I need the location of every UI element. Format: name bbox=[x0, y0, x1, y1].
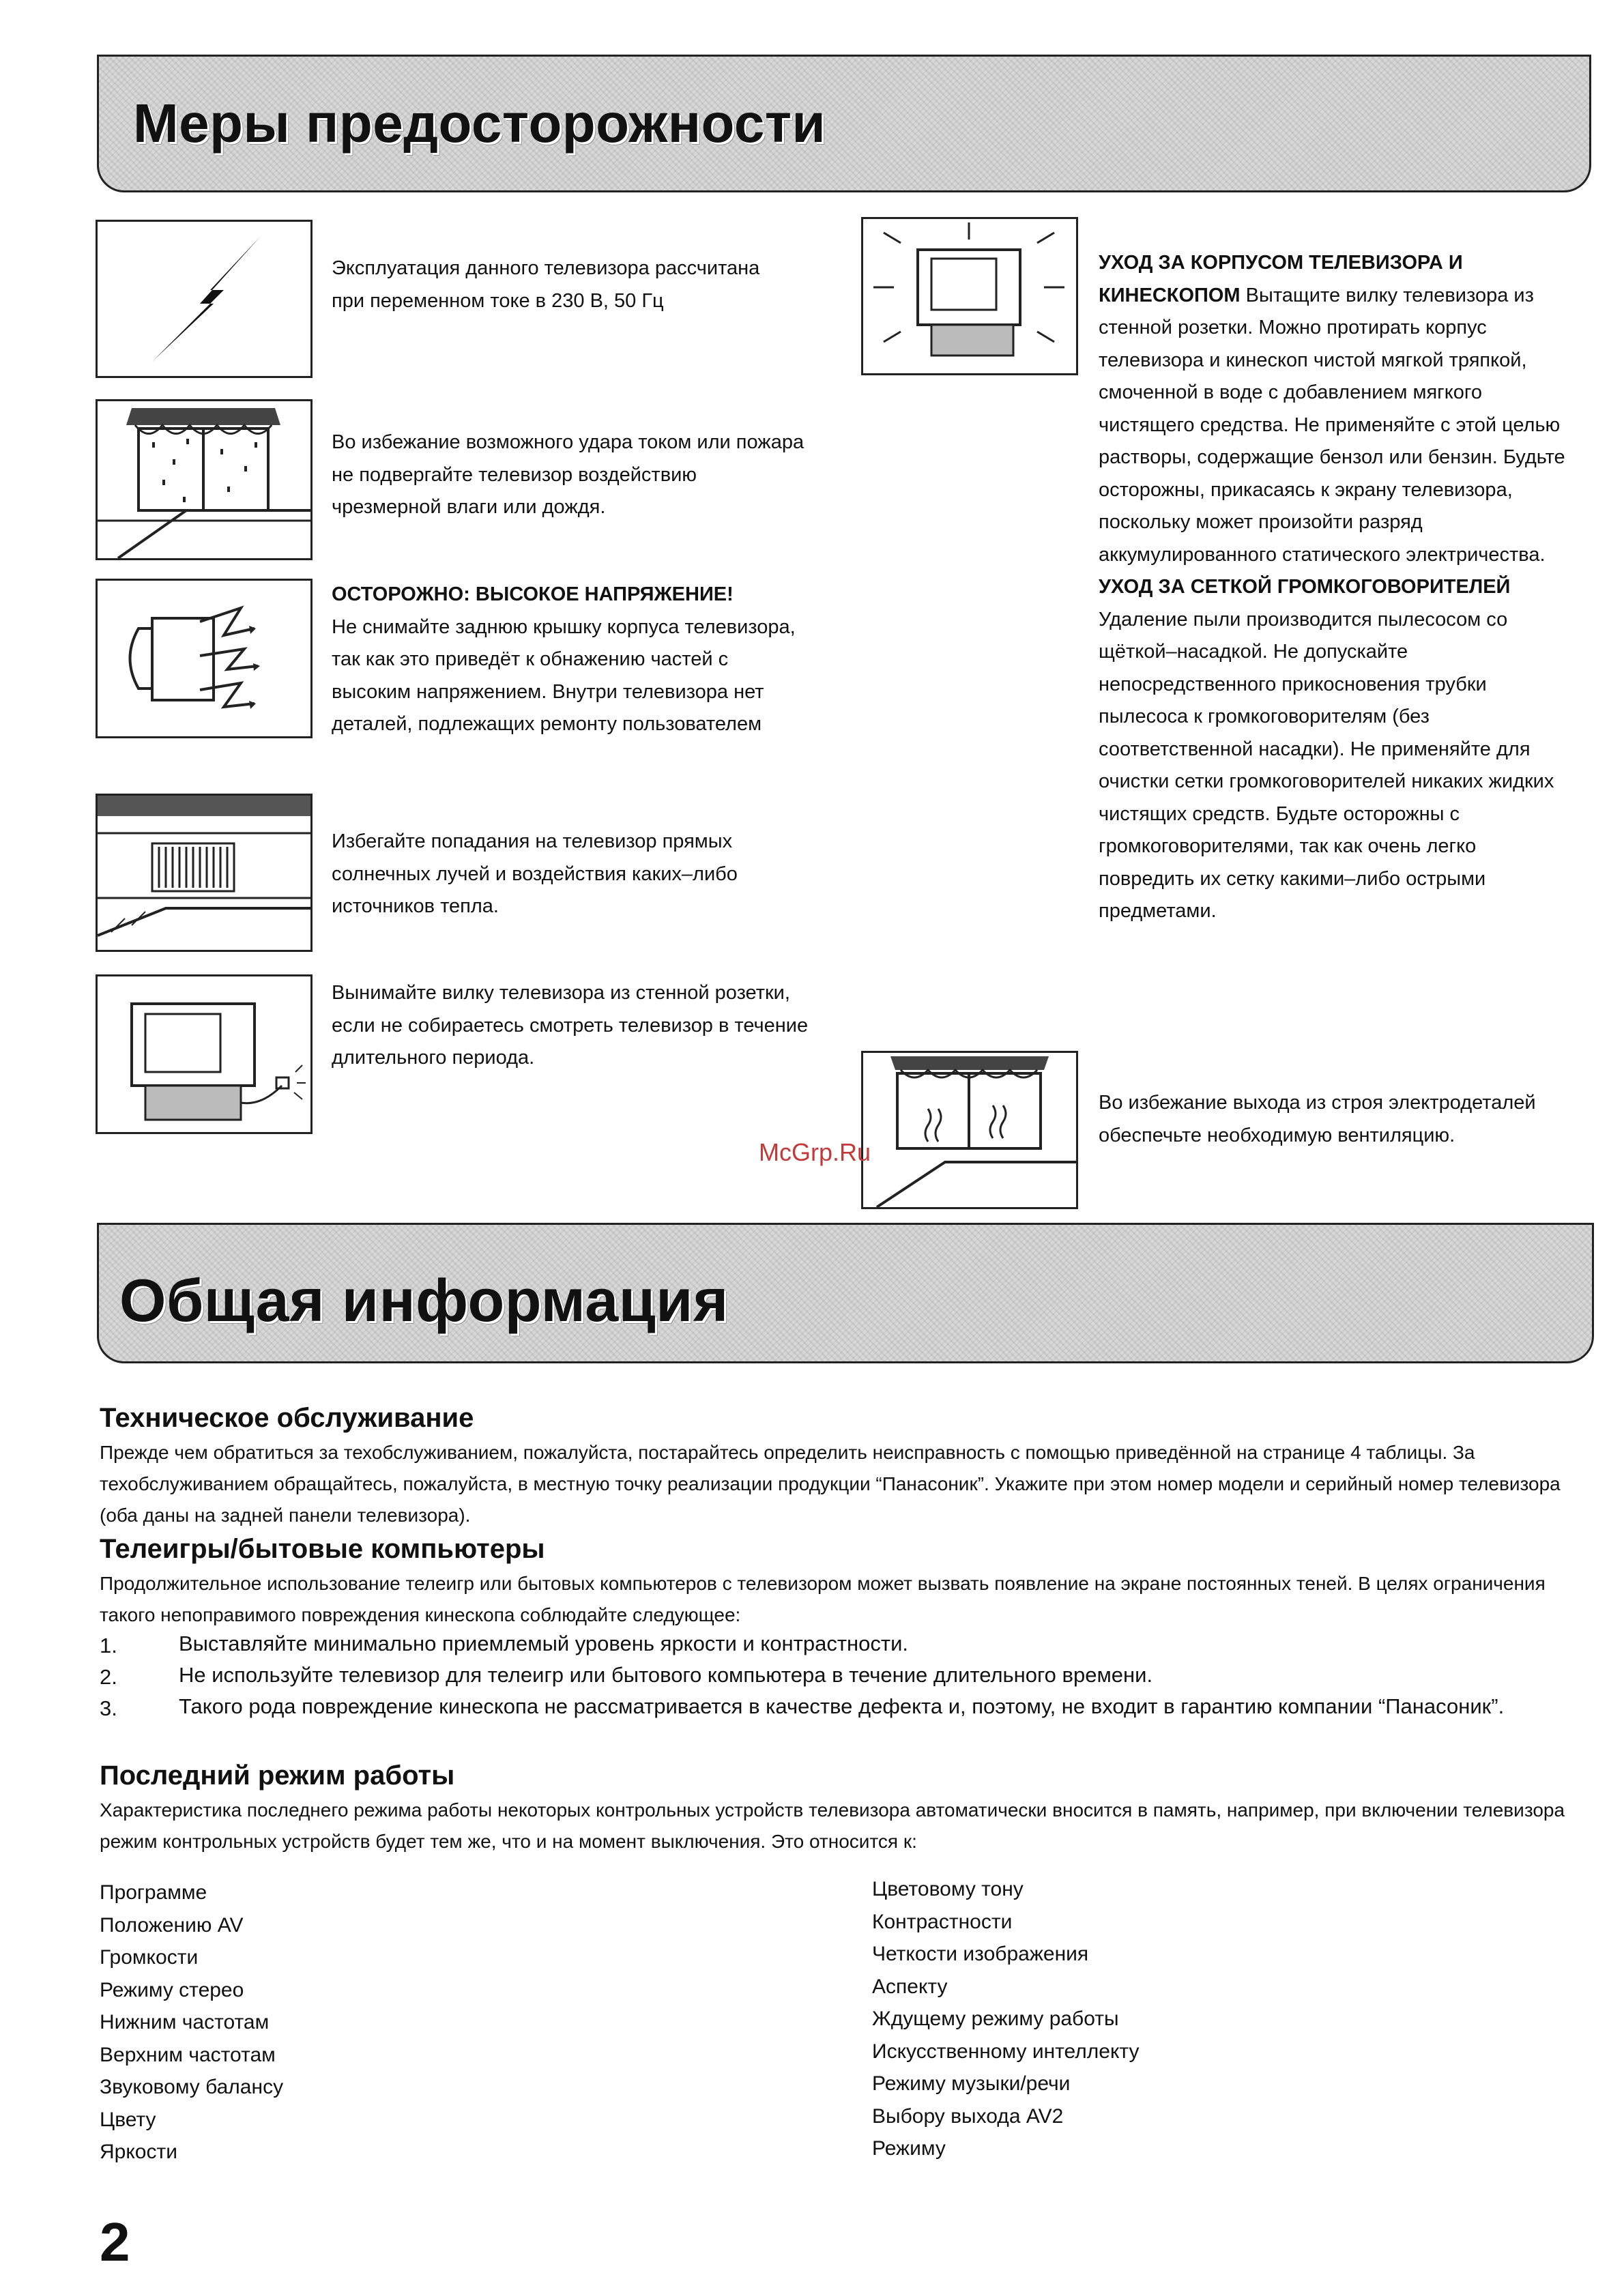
games-list-item-2: Не используйте телевизор для телеигр или бытового компьютера в течение длительного времени. bbox=[179, 1663, 1153, 1687]
watermark: McGrp.Ru bbox=[759, 1138, 871, 1166]
tv-cleaning-icon bbox=[861, 217, 1078, 375]
section-title-general-info: Общая информация bbox=[119, 1266, 729, 1334]
list-item: Громкости bbox=[100, 1946, 199, 1969]
games-text: Продолжительное использование телеигр или бытовых компьютеров с телевизором может вызвать появление на экране постоянных теней. В целях ограничения такого непоправимого повреждения кинескопа соблюдайте следующее: bbox=[100, 1573, 1546, 1625]
section-banner-general-info bbox=[97, 1223, 1594, 1363]
grille-heading: УХОД ЗА СЕТКОЙ ГРОМКОГОВОРИТЕЛЕЙ bbox=[1099, 576, 1511, 598]
list-item: Выбору выхода AV2 bbox=[872, 2104, 1064, 2128]
games-list-item-3: Такого рода повреждение кинескопа не рассматривается в качестве дефекта и, поэтому, не входит в гарантию компании “Панасоник”. bbox=[179, 1694, 1505, 1718]
list-item: Режиму музыки/речи bbox=[872, 2072, 1071, 2095]
list-item: Цвету bbox=[100, 2108, 156, 2131]
list-item: Верхним частотам bbox=[100, 2043, 276, 2066]
grille-body: Удаление пыли производится пылесосом со щёткой–насадкой. Не допускайте непосредственного прикосновения трубки пылесоса к громкоговорителям (без соответственной насадки). Не применяйте для очистки сетки громкоговорителей никаких жидких чистящих средств. Будьте осторожны с громкоговорителями, так как очень легко повредить их сетку какими–либо острыми предметами. bbox=[1099, 608, 1554, 922]
heat-source-icon bbox=[96, 794, 313, 952]
sunlight-text: Избегайте попадания на телевизор прямых солнечных лучей и воздействия каких–либо источников тепла. bbox=[332, 830, 738, 917]
page-number: 2 bbox=[100, 2212, 130, 2272]
games-list-item-1: Выставляйте минимально приемлемый уровень яркости и контрастности. bbox=[179, 1632, 909, 1655]
list-item: Нижним частотам bbox=[100, 2011, 270, 2033]
care-body: Вытащите вилку телевизора из стенной розетки. Можно протирать корпус телевизора и кинескоп чистой мягкой тряпкой, смоченной в воде с добавлением мягкого чистящего средства. Не применяйте с этой целью растворы, содержащие бензол или бензин. Будьте осторожны, прикасаясь к экрану телевизора, поскольку может произойти разряд аккумулированного статического электричества. bbox=[1099, 284, 1565, 566]
ventilation-icon bbox=[861, 1051, 1078, 1209]
list-item: Искусственному интеллекту bbox=[872, 2040, 1140, 2063]
last-mode-text: Характеристика последнего режима работы некоторых контрольных устройств телевизора автоматически вносится в память, например, при включении телевизора режим контрольных устройств будет тем же, что и на момент выключения. Это относится к: bbox=[100, 1799, 1565, 1852]
care-text bbox=[1099, 247, 1569, 928]
games-list-num-1: 1. bbox=[100, 1634, 117, 1657]
memory-list-right bbox=[872, 1873, 1554, 2165]
list-item: Ждущему режиму работы bbox=[872, 2008, 1119, 2030]
service-heading: Техническое обслуживание bbox=[100, 1403, 474, 1433]
list-item: Четкости изображения bbox=[872, 1943, 1089, 1965]
games-list-num-2: 2. bbox=[100, 1665, 117, 1689]
unplug-text: Вынимайте вилку телевизора из стенной розетки, если не собираетесь смотреть телевизор в течение длительного периода. bbox=[332, 982, 809, 1069]
moisture-text: Во избежание возможного удара током или пожара не подвергайте телевизор воздействию чрезмерной влаги или дождя. bbox=[332, 431, 804, 518]
rain-window-icon bbox=[96, 399, 313, 560]
power-text: Эксплуатация данного телевизора рассчитана при переменном токе в 230 В, 50 Гц bbox=[332, 257, 760, 312]
list-item: Звуковому балансу bbox=[100, 2076, 284, 2098]
section-banner-precautions bbox=[97, 55, 1591, 192]
list-item: Яркости bbox=[100, 2141, 177, 2163]
high-voltage-body: Не снимайте заднюю крышку корпуса телевизора, так как это приведёт к обнажению частей с высоким напряжением. Внутри телевизора нет деталей, подлежащих ремонту пользователем bbox=[332, 615, 796, 735]
list-item: Контрастности bbox=[872, 1910, 1013, 1933]
high-voltage-icon bbox=[96, 579, 313, 738]
high-voltage-text bbox=[332, 579, 809, 741]
high-voltage-heading: ОСТОРОЖНО: ВЫСОКОЕ НАПРЯЖЕНИЕ! bbox=[332, 583, 734, 605]
list-item: Цветовому тону bbox=[872, 1878, 1024, 1900]
list-item: Режиму bbox=[872, 2137, 946, 2160]
section-title-precautions: Меры предосторожности bbox=[133, 93, 826, 154]
list-item: Аспекту bbox=[872, 1975, 948, 1998]
games-list-num-3: 3. bbox=[100, 1696, 117, 1720]
memory-list-left bbox=[100, 1876, 714, 2169]
lightning-icon bbox=[96, 220, 313, 378]
list-item: Программе bbox=[100, 1881, 207, 1904]
ventilation-text: Во избежание выхода из строя электродеталей обеспечьте необходимую вентиляцию. bbox=[1099, 1092, 1536, 1146]
care-heading: УХОД ЗА КОРПУСОМ ТЕЛЕВИЗОРА И КИНЕСКОПОМ bbox=[1099, 252, 1463, 306]
unplug-tv-icon bbox=[96, 974, 313, 1134]
games-heading: Телеигры/бытовые компьютеры bbox=[100, 1534, 545, 1564]
last-mode-heading: Последний режим работы bbox=[100, 1760, 455, 1791]
list-item: Режиму стерео bbox=[100, 1978, 244, 2001]
service-text: Прежде чем обратиться за техобслуживанием, пожалуйста, постарайтесь определить неисправность с помощью приведённой на странице 4 таблицы. За техобслуживанием обращайтесь, пожалуйста, в местную точку реализации продукции “Панасоник”. Укажите при этом номер модели и серийный номер телевизора (оба даны на задней панели телевизора). bbox=[100, 1442, 1561, 1526]
list-item: Положению AV bbox=[100, 1913, 244, 1937]
